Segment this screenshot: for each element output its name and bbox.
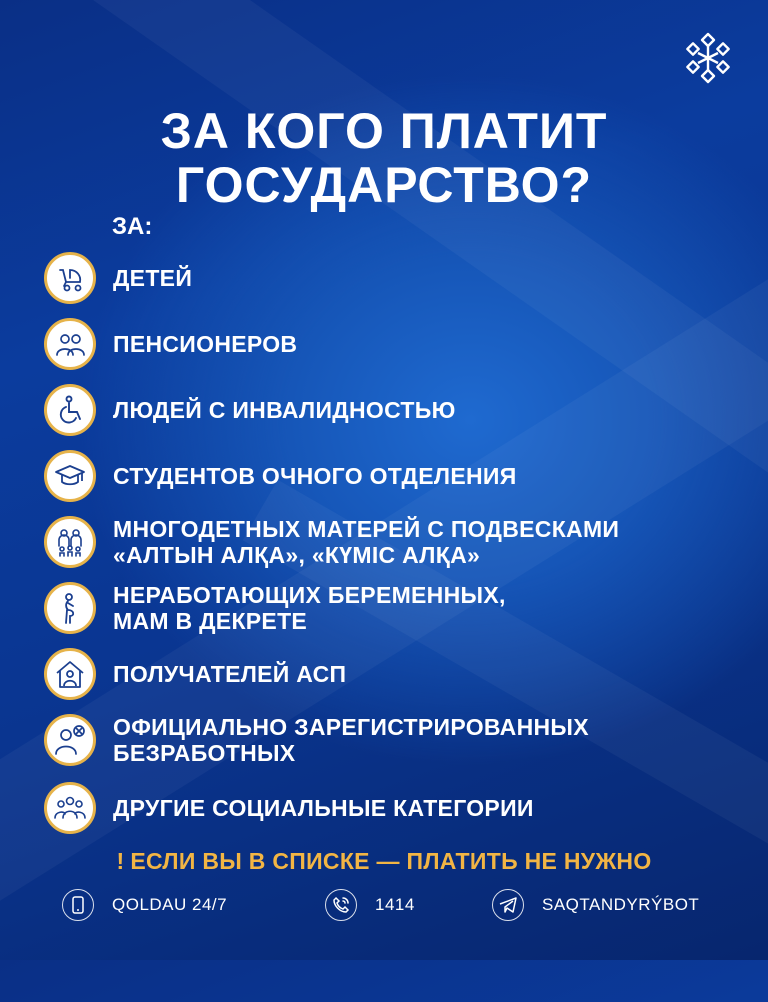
item-label: СТУДЕНТОВ ОЧНОГО ОТДЕЛЕНИЯ [113,463,517,489]
house-family-icon [44,648,96,700]
list-item-children [44,252,744,308]
item-label-line-2: МАМ В ДЕКРЕТЕ [113,608,308,634]
list-item-asp [44,648,744,704]
item-label: ПОЛУЧАТЕЛЕЙ АСП [113,661,347,687]
item-label-line-1: ОФИЦИАЛЬНО ЗАРЕГИСТРИРОВАННЫХ [113,714,589,740]
contact-text: 1414 [375,895,415,914]
item-label [113,714,589,766]
logo-icon [680,30,736,86]
subtitle: ЗА: [112,213,153,240]
page-title [0,104,768,212]
item-label-line-1: НЕРАБОТАЮЩИХ БЕРЕМЕННЫХ, [113,582,506,608]
stroller-icon [44,252,96,304]
list-item-students [44,450,744,506]
list-item-pensioners [44,318,744,374]
graduation-cap-icon [44,450,96,502]
contact-qoldau[interactable] [62,888,227,922]
group-people-icon [44,782,96,834]
telegram-icon [492,889,524,921]
contact-text: QOLDAU 24/7 [112,895,228,914]
exclamation-icon: ! [116,848,125,874]
item-label [113,582,506,634]
list-item-other [44,782,744,838]
list-item-large-families [44,516,744,572]
item-label [113,516,619,568]
contact-text: SAQTANDYRÝBOT [542,895,700,914]
contact-1414[interactable] [325,888,415,922]
phone-icon [62,889,94,921]
list-item-pregnant [44,582,744,638]
item-label-line-2: БЕЗРАБОТНЫХ [113,740,296,766]
item-label-line-2: «АЛТЫН АЛҚА», «КҮМІС АЛҚА» [113,542,481,568]
title-line-1: ЗА КОГО ПЛАТИТ [160,103,608,159]
large-family-icon [44,516,96,568]
call-icon [325,889,357,921]
wheelchair-icon [44,384,96,436]
item-label: ДРУГИЕ СОЦИАЛЬНЫЕ КАТЕГОРИИ [113,795,534,821]
notice-banner [0,848,768,875]
item-label-line-1: МНОГОДЕТНЫХ МАТЕРЕЙ С ПОДВЕСКАМИ [113,516,620,542]
list-item-disability [44,384,744,440]
item-label: ЛЮДЕЙ С ИНВАЛИДНОСТЬЮ [113,397,456,423]
contact-telegram-bot[interactable] [492,888,699,922]
unemployed-person-icon [44,714,96,766]
item-label: ПЕНСИОНЕРОВ [113,331,298,357]
list-item-unemployed [44,714,744,770]
notice-text: ЕСЛИ ВЫ В СПИСКЕ — ПЛАТИТЬ НЕ НУЖНО [130,848,652,874]
elderly-couple-icon [44,318,96,370]
item-label: ДЕТЕЙ [113,265,193,291]
pregnant-woman-icon [44,582,96,634]
title-line-2: ГОСУДАРСТВО? [175,157,593,213]
